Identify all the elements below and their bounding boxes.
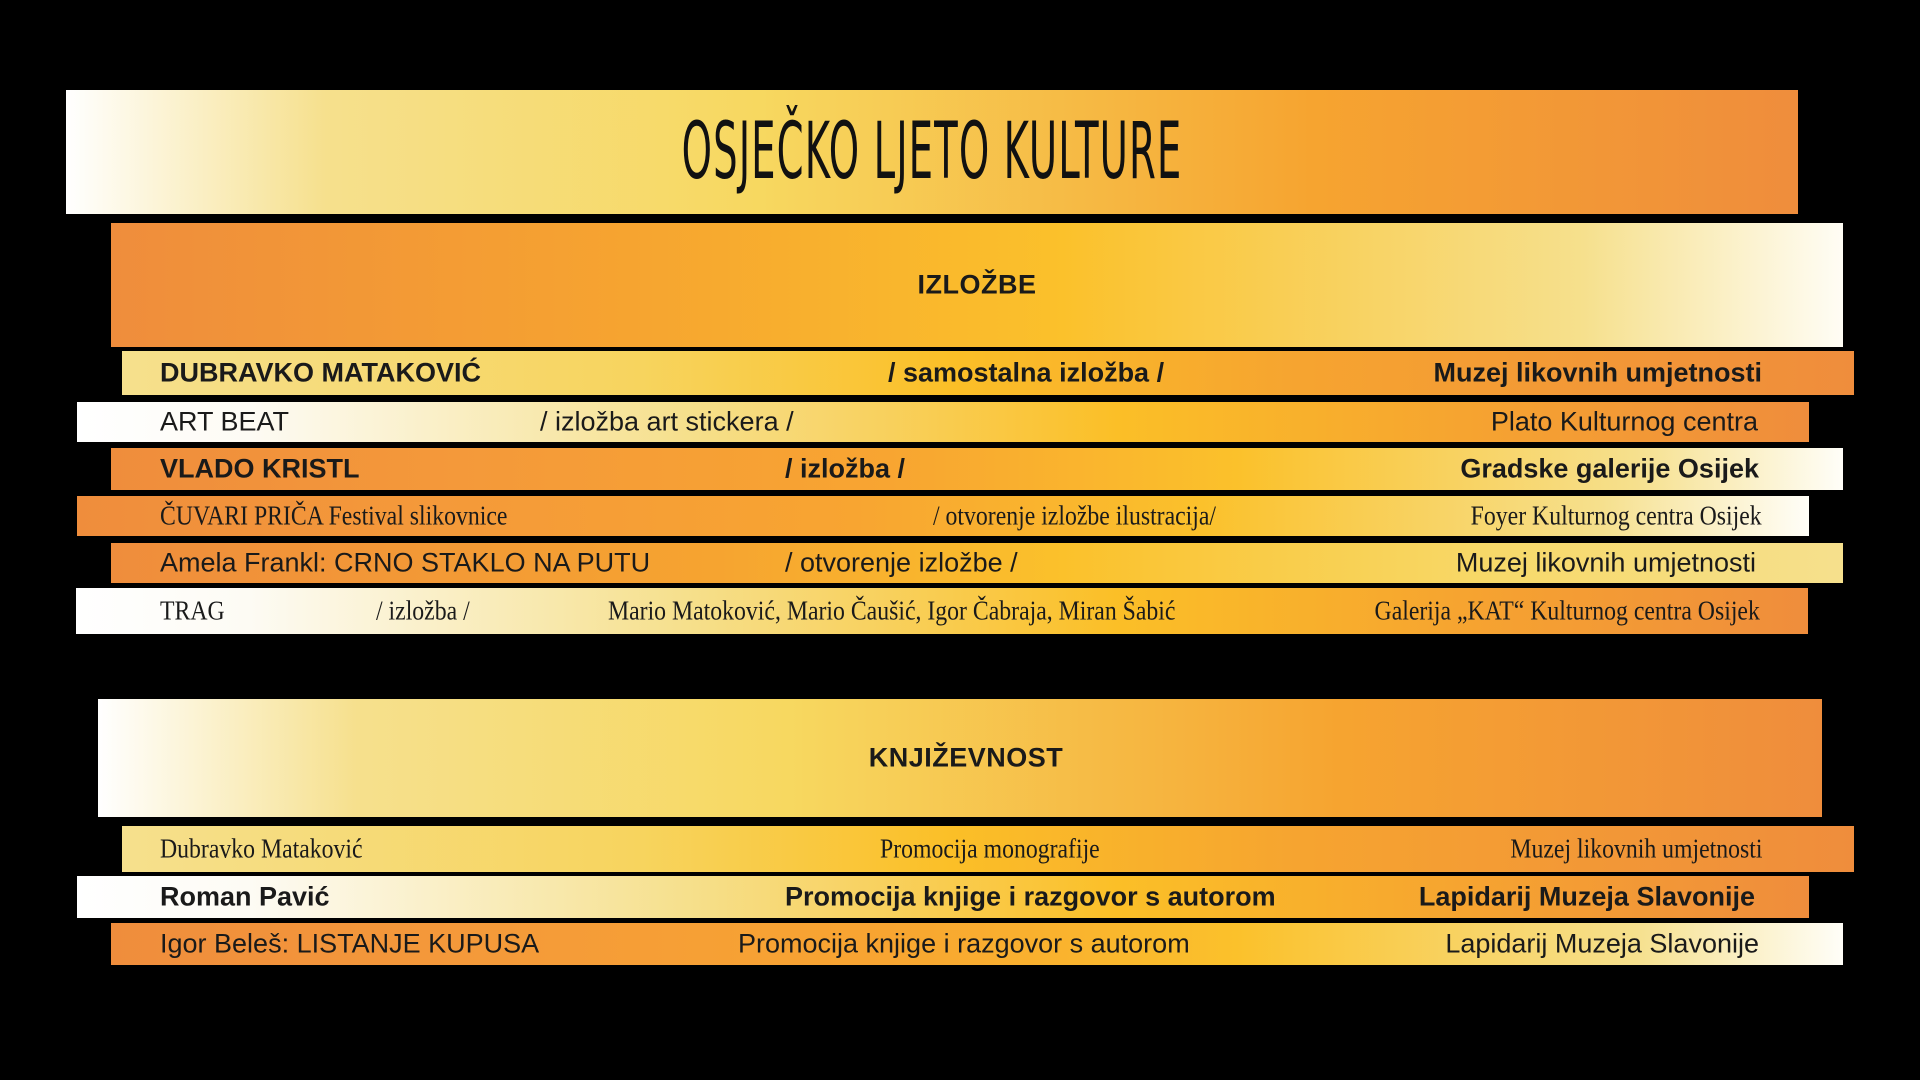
- event-venue: Muzej likovnih umjetnosti: [1455, 547, 1756, 578]
- event-type: / izložba art stickera /: [540, 406, 794, 437]
- event-row: [77, 402, 1809, 442]
- event-venue: Galerija „KAT“ Kulturnog centra Osijek: [1374, 595, 1760, 626]
- event-type: Promocija knjige i razgovor s autorom: [785, 881, 1276, 912]
- event-venue: Foyer Kulturnog centra Osijek: [1471, 500, 1762, 531]
- event-venue: Gradske galerije Osijek: [1460, 453, 1759, 484]
- event-type: Promocija knjige i razgovor s autorom: [738, 928, 1190, 959]
- event-name: VLADO KRISTL: [160, 453, 360, 484]
- section-header-izlozbe: [111, 223, 1843, 347]
- event-type: / izložba /: [376, 595, 470, 626]
- event-type: / otvorenje izložbe /: [785, 547, 1018, 578]
- event-row: [77, 496, 1809, 536]
- event-type: / samostalna izložba /: [888, 357, 1165, 388]
- event-name: DUBRAVKO MATAKOVIĆ: [160, 357, 481, 388]
- event-venue: Plato Kulturnog centra: [1490, 406, 1758, 437]
- event-venue: Muzej likovnih umjetnosti: [1509, 833, 1762, 864]
- event-name: Dubravko Mataković: [160, 833, 363, 864]
- section-header-knjizevnost: [98, 699, 1822, 817]
- event-row: [111, 448, 1843, 490]
- section-heading: KNJIŽEVNOST: [868, 742, 1064, 773]
- event-type: / izložba /: [785, 453, 906, 484]
- section-heading: IZLOŽBE: [917, 269, 1037, 300]
- event-name: Igor Beleš: LISTANJE KUPUSA: [160, 928, 540, 959]
- event-name: TRAG: [160, 595, 225, 626]
- event-name: ART BEAT: [160, 406, 290, 437]
- event-venue: Lapidarij Muzeja Slavonije: [1418, 881, 1755, 912]
- event-row: [77, 876, 1809, 918]
- page-title: OSJEČKO LJETO KULTURE: [681, 107, 1183, 197]
- event-venue: Muzej likovnih umjetnosti: [1433, 357, 1762, 388]
- title-banner: [66, 90, 1798, 214]
- event-name: Amela Frankl: CRNO STAKLO NA PUTU: [160, 547, 651, 578]
- event-type: Promocija monografije: [880, 833, 1100, 864]
- event-venue: Lapidarij Muzeja Slavonije: [1445, 928, 1759, 959]
- event-row: [111, 923, 1843, 965]
- event-row: [76, 588, 1808, 634]
- event-artists: Mario Matoković, Mario Čaušić, Igor Čabraja, Miran Šabić: [608, 595, 1176, 626]
- event-name: Roman Pavić: [160, 881, 330, 912]
- event-row: [122, 826, 1854, 872]
- event-type: / otvorenje izložbe ilustracija/: [933, 500, 1217, 531]
- event-row: [122, 351, 1854, 395]
- event-name: ČUVARI PRIČA Festival slikovnice: [160, 500, 508, 531]
- event-row: [111, 543, 1843, 583]
